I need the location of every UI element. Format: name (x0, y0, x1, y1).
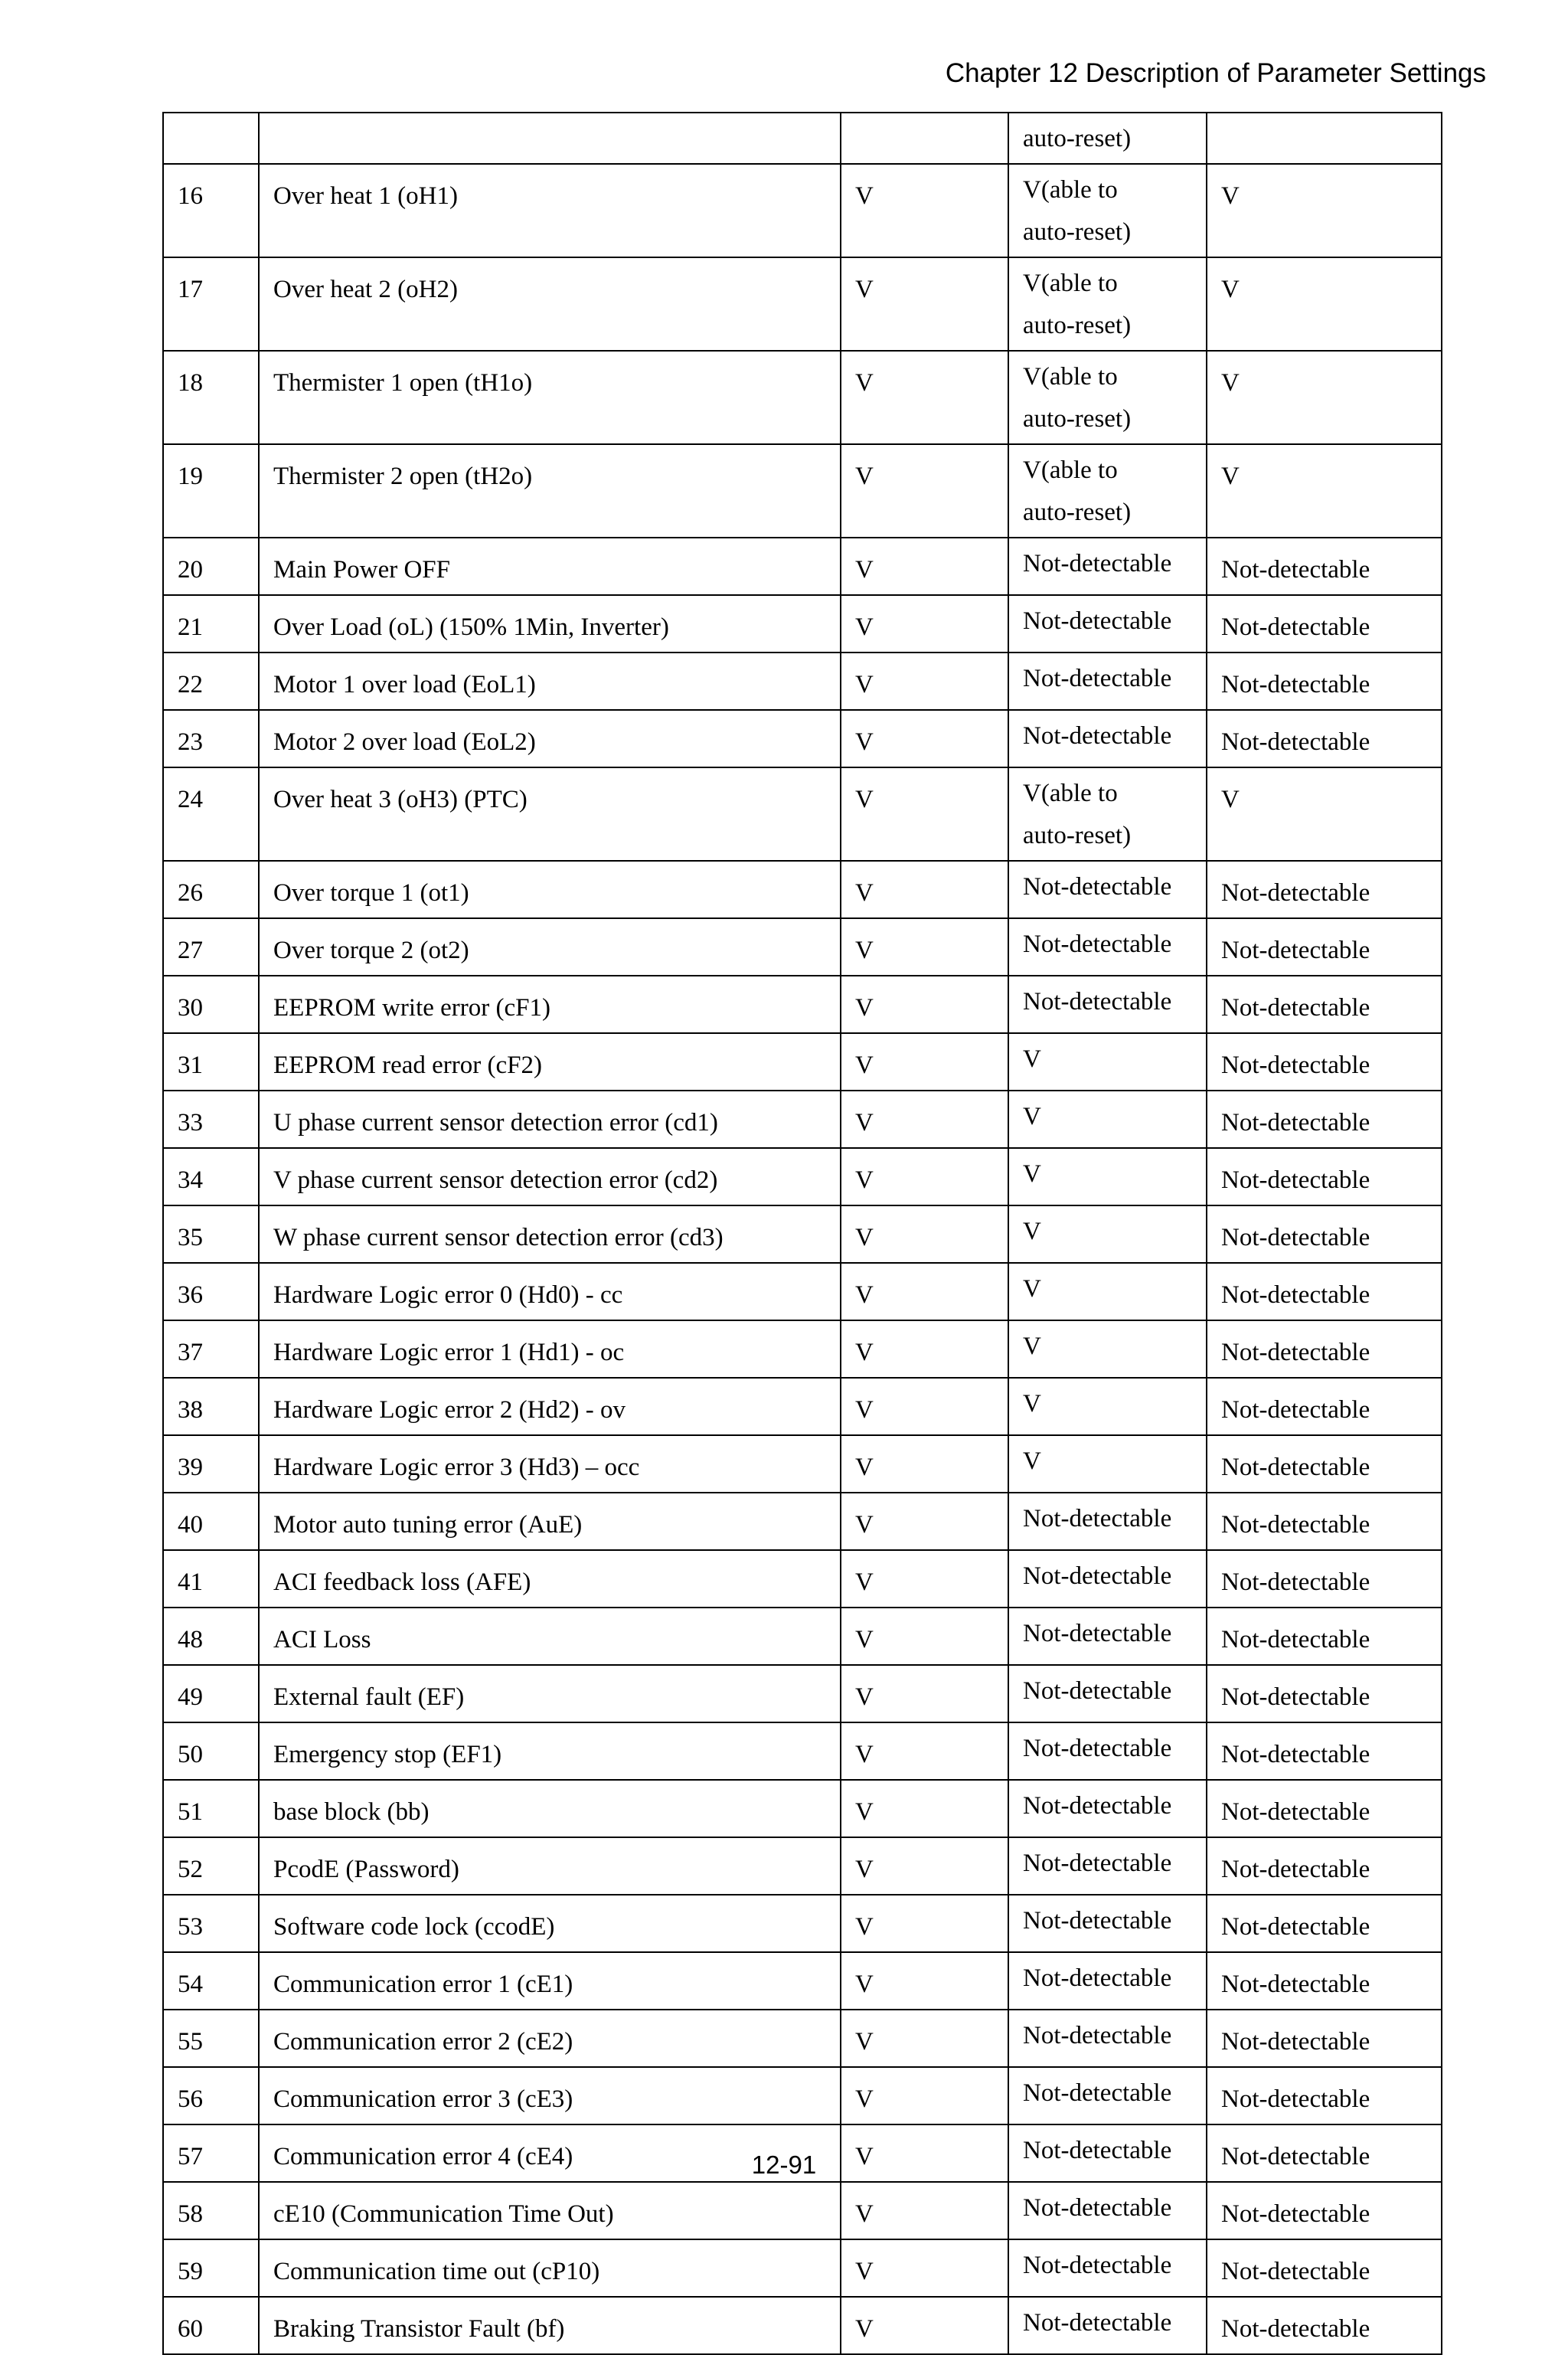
cell-value-1: V (841, 767, 1008, 861)
cell-value-3: Not-detectable (1207, 1033, 1442, 1091)
cell-value-3: Not-detectable (1207, 1320, 1442, 1378)
cell-fault-number: 30 (163, 976, 259, 1033)
cell-value-2 (1008, 351, 1207, 444)
cell-fault-number: 27 (163, 918, 259, 976)
cell-value-1: V (841, 1837, 1008, 1895)
cell-fault-number: 51 (163, 1780, 259, 1837)
cell-value-2 (1008, 164, 1207, 257)
cell-value-1: V (841, 2124, 1008, 2182)
cell-value-1: V (841, 2067, 1008, 2124)
cell-value-2-line: Not-detectable (1023, 931, 1172, 958)
cell-fault-name: cE10 (Communication Time Out) (259, 2182, 841, 2239)
cell-value-2 (1008, 1608, 1207, 1665)
cell-fault-name: Thermister 2 open (tH2o) (259, 444, 841, 538)
cell-value-1: V (841, 1780, 1008, 1837)
cell-value-3: Not-detectable (1207, 1608, 1442, 1665)
cell-value-3: Not-detectable (1207, 2010, 1442, 2067)
table-row (163, 1435, 1442, 1493)
cell-value-2-line: V (1023, 1447, 1041, 1475)
cell-fault-number: 56 (163, 2067, 259, 2124)
table-row (163, 351, 1442, 444)
cell-value-3: Not-detectable (1207, 2297, 1442, 2354)
cell-fault-name: EEPROM read error (cF2) (259, 1033, 841, 1091)
cell-value-2 (1008, 2239, 1207, 2297)
table-row (163, 1263, 1442, 1320)
cell-fault-number: 19 (163, 444, 259, 538)
cell-value-2 (1008, 2067, 1207, 2124)
cell-value-2-line: V (1023, 1103, 1041, 1130)
table-row (163, 653, 1442, 710)
cell-fault-name: ACI feedback loss (AFE) (259, 1550, 841, 1608)
cell-fault-name: U phase current sensor detection error (cd1) (259, 1091, 841, 1148)
table-row (163, 2239, 1442, 2297)
cell-value-2 (1008, 653, 1207, 710)
page-number: 12-91 (751, 2151, 817, 2179)
cell-value-3: Not-detectable (1207, 1550, 1442, 1608)
cell-fault-name: Software code lock (ccodE) (259, 1895, 841, 1952)
cell-value-2-line: Not-detectable (1023, 1505, 1172, 1532)
cell-fault-number: 24 (163, 767, 259, 861)
cell-fault-number: 26 (163, 861, 259, 918)
cell-value-2-line: Not-detectable (1023, 550, 1172, 577)
cell-value-2-line: V (1023, 1333, 1041, 1360)
cell-value-1: V (841, 164, 1008, 257)
cell-value-2-line: V (1023, 1390, 1041, 1418)
cell-fault-name: Over torque 2 (ot2) (259, 918, 841, 976)
cell-value-2 (1008, 2297, 1207, 2354)
cell-value-2-line: Not-detectable (1023, 2252, 1172, 2279)
cell-fault-number: 54 (163, 1952, 259, 2010)
table-row (163, 976, 1442, 1033)
cell-value-1: V (841, 1378, 1008, 1435)
cell-value-3: V (1207, 767, 1442, 861)
cell-fault-number: 59 (163, 2239, 259, 2297)
cell-value-2-line: V(able to (1023, 176, 1118, 204)
cell-value-2-line: Not-detectable (1023, 665, 1172, 692)
cell-fault-name: Hardware Logic error 1 (Hd1) - oc (259, 1320, 841, 1378)
table-row (163, 1148, 1442, 1205)
cell-value-2-line: auto-reset) (1023, 499, 1132, 526)
cell-value-1: V (841, 1320, 1008, 1378)
cell-fault-number: 40 (163, 1493, 259, 1550)
cell-fault-number: 60 (163, 2297, 259, 2354)
table-row (163, 1837, 1442, 1895)
cell-fault-number: 18 (163, 351, 259, 444)
cell-value-3: Not-detectable (1207, 976, 1442, 1033)
cell-value-2-line: V (1023, 1160, 1041, 1188)
cell-value-2 (1008, 538, 1207, 595)
cell-value-2 (1008, 1665, 1207, 1722)
table-row (163, 595, 1442, 653)
cell-value-2-line: auto-reset) (1023, 125, 1132, 152)
cell-value-3: Not-detectable (1207, 1722, 1442, 1780)
cell-value-2 (1008, 1148, 1207, 1205)
cell-fault-number: 52 (163, 1837, 259, 1895)
cell-value-3: Not-detectable (1207, 1263, 1442, 1320)
table-row (163, 444, 1442, 538)
cell-fault-name: Hardware Logic error 3 (Hd3) – occ (259, 1435, 841, 1493)
table-row (163, 1378, 1442, 1435)
cell-value-2-line: Not-detectable (1023, 873, 1172, 901)
cell-value-2-line: Not-detectable (1023, 2079, 1172, 2107)
table-row (163, 1780, 1442, 1837)
cell-value-1: V (841, 1435, 1008, 1493)
cell-fault-name: ACI Loss (259, 1608, 841, 1665)
cell-value-3: Not-detectable (1207, 1493, 1442, 1550)
cell-fault-name: base block (bb) (259, 1780, 841, 1837)
cell-fault-number: 57 (163, 2124, 259, 2182)
cell-value-2-line: Not-detectable (1023, 1735, 1172, 1762)
cell-value-1: V (841, 1722, 1008, 1780)
cell-value-2 (1008, 2182, 1207, 2239)
cell-value-3: V (1207, 444, 1442, 538)
cell-value-2 (1008, 1493, 1207, 1550)
cell-fault-name: Motor 2 over load (EoL2) (259, 710, 841, 767)
cell-fault-number: 16 (163, 164, 259, 257)
cell-fault-name: Hardware Logic error 2 (Hd2) - ov (259, 1378, 841, 1435)
cell-value-2 (1008, 113, 1207, 164)
cell-value-2-line: auto-reset) (1023, 405, 1132, 433)
table-row (163, 710, 1442, 767)
cell-value-2 (1008, 1550, 1207, 1608)
cell-value-2-line: auto-reset) (1023, 822, 1132, 849)
cell-value-2 (1008, 976, 1207, 1033)
cell-fault-number: 31 (163, 1033, 259, 1091)
cell-value-2-line: auto-reset) (1023, 312, 1132, 339)
cell-value-2 (1008, 1780, 1207, 1837)
cell-value-2-line: V (1023, 1218, 1041, 1245)
cell-value-1: V (841, 538, 1008, 595)
cell-value-2-line: V(able to (1023, 363, 1118, 391)
table-row (163, 2182, 1442, 2239)
cell-value-3: Not-detectable (1207, 1435, 1442, 1493)
cell-fault-number: 23 (163, 710, 259, 767)
cell-value-2 (1008, 2010, 1207, 2067)
cell-value-2-line: Not-detectable (1023, 988, 1172, 1016)
cell-fault-number: 48 (163, 1608, 259, 1665)
cell-value-1: V (841, 444, 1008, 538)
cell-value-1: V (841, 1205, 1008, 1263)
cell-value-1: V (841, 1091, 1008, 1148)
cell-value-2 (1008, 861, 1207, 918)
cell-value-1: V (841, 1550, 1008, 1608)
cell-value-1: V (841, 861, 1008, 918)
table-row (163, 767, 1442, 861)
cell-value-1: V (841, 918, 1008, 976)
cell-value-3: Not-detectable (1207, 538, 1442, 595)
cell-value-3: V (1207, 164, 1442, 257)
cell-value-2 (1008, 1435, 1207, 1493)
cell-value-1: V (841, 2297, 1008, 2354)
cell-fault-name: Over heat 3 (oH3) (PTC) (259, 767, 841, 861)
cell-value-2 (1008, 1263, 1207, 1320)
cell-value-3 (1207, 113, 1442, 164)
cell-value-3: Not-detectable (1207, 1091, 1442, 1148)
cell-value-1: V (841, 2182, 1008, 2239)
cell-fault-number: 53 (163, 1895, 259, 1952)
cell-fault-name: Communication error 4 (cE4) (259, 2124, 841, 2182)
cell-value-2-line: Not-detectable (1023, 1562, 1172, 1590)
table-row (163, 1320, 1442, 1378)
cell-fault-name: Thermister 1 open (tH1o) (259, 351, 841, 444)
cell-fault-number: 41 (163, 1550, 259, 1608)
cell-value-2-line: Not-detectable (1023, 2022, 1172, 2049)
cell-value-2-line: V (1023, 1275, 1041, 1303)
table-row (163, 1722, 1442, 1780)
cell-fault-name: Main Power OFF (259, 538, 841, 595)
cell-fault-name (259, 113, 841, 164)
table-row (163, 861, 1442, 918)
cell-fault-number: 21 (163, 595, 259, 653)
cell-fault-name: V phase current sensor detection error (cd2) (259, 1148, 841, 1205)
cell-value-3: Not-detectable (1207, 1895, 1442, 1952)
cell-fault-number: 55 (163, 2010, 259, 2067)
cell-value-1: V (841, 1263, 1008, 1320)
table-row (163, 1091, 1442, 1148)
cell-fault-number: 38 (163, 1378, 259, 1435)
table-row (163, 113, 1442, 164)
cell-fault-number: 35 (163, 1205, 259, 1263)
cell-value-2-line: Not-detectable (1023, 1620, 1172, 1647)
cell-fault-name: Communication error 1 (cE1) (259, 1952, 841, 2010)
table-body (163, 113, 1442, 2354)
cell-value-2 (1008, 1895, 1207, 1952)
cell-value-2-line: Not-detectable (1023, 722, 1172, 750)
cell-value-1: V (841, 2239, 1008, 2297)
cell-fault-name: Motor 1 over load (EoL1) (259, 653, 841, 710)
cell-fault-name: Over heat 1 (oH1) (259, 164, 841, 257)
cell-value-2-line: Not-detectable (1023, 1792, 1172, 1820)
cell-fault-name: External fault (EF) (259, 1665, 841, 1722)
table-row (163, 2067, 1442, 2124)
cell-fault-number: 49 (163, 1665, 259, 1722)
cell-fault-number: 22 (163, 653, 259, 710)
cell-fault-name: Over heat 2 (oH2) (259, 257, 841, 351)
cell-value-2 (1008, 1837, 1207, 1895)
cell-fault-name: Communication error 3 (cE3) (259, 2067, 841, 2124)
cell-value-1: V (841, 351, 1008, 444)
table-row (163, 164, 1442, 257)
cell-value-3: Not-detectable (1207, 2182, 1442, 2239)
table-row (163, 1952, 1442, 2010)
cell-value-2-line: Not-detectable (1023, 1907, 1172, 1935)
table-row (163, 1205, 1442, 1263)
cell-value-2 (1008, 595, 1207, 653)
cell-value-2 (1008, 1205, 1207, 1263)
cell-value-2-line: V(able to (1023, 270, 1118, 297)
cell-fault-name: Over Load (oL) (150% 1Min, Inverter) (259, 595, 841, 653)
cell-value-2-line: V(able to (1023, 780, 1118, 807)
cell-value-1: V (841, 2010, 1008, 2067)
cell-value-1: V (841, 1952, 1008, 2010)
cell-value-2 (1008, 1033, 1207, 1091)
cell-fault-name: Braking Transistor Fault (bf) (259, 2297, 841, 2354)
cell-value-1: V (841, 257, 1008, 351)
table-row (163, 2297, 1442, 2354)
cell-value-2-line: Not-detectable (1023, 2137, 1172, 2164)
cell-fault-number: 37 (163, 1320, 259, 1378)
cell-fault-number: 58 (163, 2182, 259, 2239)
table-row (163, 1895, 1442, 1952)
cell-value-2-line: V(able to (1023, 456, 1118, 484)
cell-value-2 (1008, 918, 1207, 976)
cell-value-1: V (841, 1148, 1008, 1205)
cell-value-3: Not-detectable (1207, 918, 1442, 976)
cell-value-1: V (841, 653, 1008, 710)
table-row (163, 538, 1442, 595)
cell-value-2 (1008, 1320, 1207, 1378)
cell-value-2 (1008, 1722, 1207, 1780)
cell-value-3: Not-detectable (1207, 861, 1442, 918)
table-row (163, 257, 1442, 351)
cell-fault-name: PcodE (Password) (259, 1837, 841, 1895)
table-row (163, 1550, 1442, 1608)
cell-value-1: V (841, 595, 1008, 653)
cell-fault-number: 50 (163, 1722, 259, 1780)
cell-value-1: V (841, 976, 1008, 1033)
cell-fault-name: Motor auto tuning error (AuE) (259, 1493, 841, 1550)
cell-value-2 (1008, 767, 1207, 861)
fault-detection-table (162, 112, 1442, 2355)
cell-value-2 (1008, 1091, 1207, 1148)
table-row (163, 1033, 1442, 1091)
cell-value-3: Not-detectable (1207, 1148, 1442, 1205)
cell-value-1: V (841, 1493, 1008, 1550)
cell-fault-number: 34 (163, 1148, 259, 1205)
cell-value-1: V (841, 1895, 1008, 1952)
cell-value-3: Not-detectable (1207, 1837, 1442, 1895)
cell-fault-name: Emergency stop (EF1) (259, 1722, 841, 1780)
cell-value-2 (1008, 444, 1207, 538)
cell-value-2-line: auto-reset) (1023, 218, 1132, 246)
cell-value-2 (1008, 710, 1207, 767)
cell-value-3: Not-detectable (1207, 2067, 1442, 2124)
cell-fault-number: 20 (163, 538, 259, 595)
cell-value-3: Not-detectable (1207, 2239, 1442, 2297)
cell-value-1: V (841, 1033, 1008, 1091)
cell-fault-name: EEPROM write error (cF1) (259, 976, 841, 1033)
cell-value-2-line: Not-detectable (1023, 2309, 1172, 2337)
cell-fault-name: Communication error 2 (cE2) (259, 2010, 841, 2067)
cell-value-3: V (1207, 257, 1442, 351)
cell-value-2-line: Not-detectable (1023, 2194, 1172, 2222)
cell-value-2-line: Not-detectable (1023, 1677, 1172, 1705)
cell-value-3: Not-detectable (1207, 653, 1442, 710)
cell-value-3: V (1207, 351, 1442, 444)
cell-value-2 (1008, 257, 1207, 351)
table-row (163, 1665, 1442, 1722)
cell-value-2-line: Not-detectable (1023, 1850, 1172, 1877)
cell-value-1 (841, 113, 1008, 164)
cell-value-3: Not-detectable (1207, 1378, 1442, 1435)
cell-value-3: Not-detectable (1207, 595, 1442, 653)
cell-value-2 (1008, 1952, 1207, 2010)
cell-value-1: V (841, 1608, 1008, 1665)
cell-value-3: Not-detectable (1207, 1780, 1442, 1837)
cell-fault-number (163, 113, 259, 164)
cell-value-3: Not-detectable (1207, 1205, 1442, 1263)
table-row (163, 918, 1442, 976)
table-row (163, 1608, 1442, 1665)
cell-fault-number: 36 (163, 1263, 259, 1320)
cell-value-1: V (841, 1665, 1008, 1722)
cell-value-2 (1008, 1378, 1207, 1435)
cell-fault-number: 17 (163, 257, 259, 351)
table-row (163, 2010, 1442, 2067)
cell-fault-number: 39 (163, 1435, 259, 1493)
table-row (163, 1493, 1442, 1550)
cell-fault-number: 33 (163, 1091, 259, 1148)
cell-fault-name: Communication time out (cP10) (259, 2239, 841, 2297)
cell-fault-name: W phase current sensor detection error (cd3) (259, 1205, 841, 1263)
cell-value-3: Not-detectable (1207, 1665, 1442, 1722)
cell-fault-name: Over torque 1 (ot1) (259, 861, 841, 918)
cell-value-2-line: V (1023, 1045, 1041, 1073)
cell-value-3: Not-detectable (1207, 1952, 1442, 2010)
cell-value-3: Not-detectable (1207, 2124, 1442, 2182)
cell-value-2-line: Not-detectable (1023, 607, 1172, 635)
cell-value-1: V (841, 710, 1008, 767)
cell-fault-name: Hardware Logic error 0 (Hd0) - cc (259, 1263, 841, 1320)
chapter-header: Chapter 12 Description of Parameter Settings (945, 58, 1486, 88)
cell-value-3: Not-detectable (1207, 710, 1442, 767)
cell-value-2-line: Not-detectable (1023, 1964, 1172, 1992)
